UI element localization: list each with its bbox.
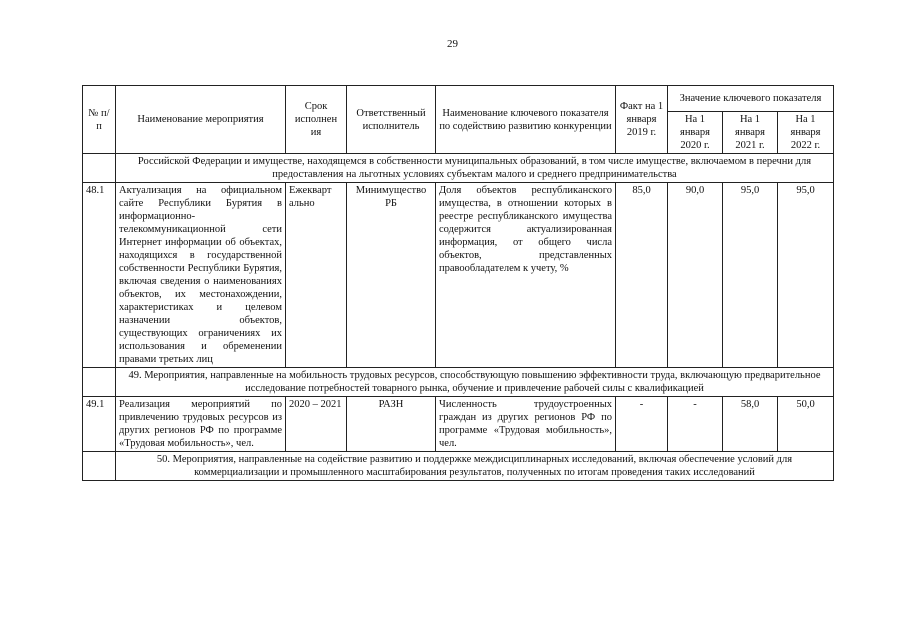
row-indicator: Доля объектов республиканского имущества, в отношении которых в реестре республиканского имущества содержится актуализированная информация, от общего числа объектов, представленных правообладателем к учету, % [436,183,616,368]
row-fact: - [616,397,668,452]
row-event: Реализация мероприятий по привлечению трудовых ресурсов из других регионов РФ по программе «Трудовая мобильность», чел. [116,397,286,452]
header-target-group: Значение ключевого показателя [668,86,834,112]
row-event: Актуализация на официальном сайте Республики Бурятия в информационно-телекоммуникационной сети Интернет информации об объектах, находящихся в государственной собственности Республики Бурятия, включая сведения о наименованиях объектов, их местонахождении, характеристиках и целевом назначении объектов, существующих ограничениях их использования и обременении правами третьих лиц [116,183,286,368]
row-fact: 85,0 [616,183,668,368]
row-deadline: Ежекварт ально [286,183,347,368]
row-responsible: Минимущество РБ [347,183,436,368]
row-value-2022: 50,0 [778,397,834,452]
row-num: 48.1 [83,183,116,368]
header-event-name: Наименование мероприятия [116,86,286,154]
row-deadline: 2020 – 2021 [286,397,347,452]
header-indicator-name: Наименование ключевого показателя по содействию развитию конкуренции [436,86,616,154]
section-continuation: Российской Федерации и имуществе, находящемся в собственности муниципальных образований, в том числе имуществе, включаемом в перечни для предоставления на льготных условиях субъектам малого и среднего предпринимательства [116,154,834,183]
section-49-heading: 49. Мероприятия, направленные на мобильность трудовых ресурсов, способствующую повышению эффективности труда, включающую предварительное исследование потребностей товарного рынка, обучение и привлечение рабочей силы с квалификацией [116,368,834,397]
row-indicator: Численность трудоустроенных граждан из других регионов РФ по программе «Трудовая мобильность», чел. [436,397,616,452]
header-responsible: Ответственный исполнитель [347,86,436,154]
section-49-num-cell [83,368,116,397]
row-value-2020: 90,0 [668,183,723,368]
row-value-2020: - [668,397,723,452]
measures-table [82,85,834,481]
row-value-2021: 95,0 [723,183,778,368]
row-responsible: РАЗН [347,397,436,452]
header-year-2021: На 1 января 2021 г. [723,112,778,154]
row-value-2022: 95,0 [778,183,834,368]
header-num: № п/п [83,86,116,154]
section-50-num-cell [83,452,116,481]
section-50-heading: 50. Мероприятия, направленные на содействие развитию и поддержке междисциплинарных исследований, включая обеспечение условий для коммерциализации и промышленного масштабирования результатов, полученных по итогам проведения таких исследований [116,452,834,481]
row-value-2021: 58,0 [723,397,778,452]
header-year-2020: На 1 января 2020 г. [668,112,723,154]
header-deadline: Срок исполнен ия [286,86,347,154]
table-row-49-1 [83,397,834,452]
section-cont-num-cell [83,154,116,183]
page-number: 29 [447,38,458,50]
header-fact: Факт на 1 января 2019 г. [616,86,668,154]
table-row-48-1 [83,183,834,368]
header-year-2022: На 1 января 2022 г. [778,112,834,154]
row-num: 49.1 [83,397,116,452]
